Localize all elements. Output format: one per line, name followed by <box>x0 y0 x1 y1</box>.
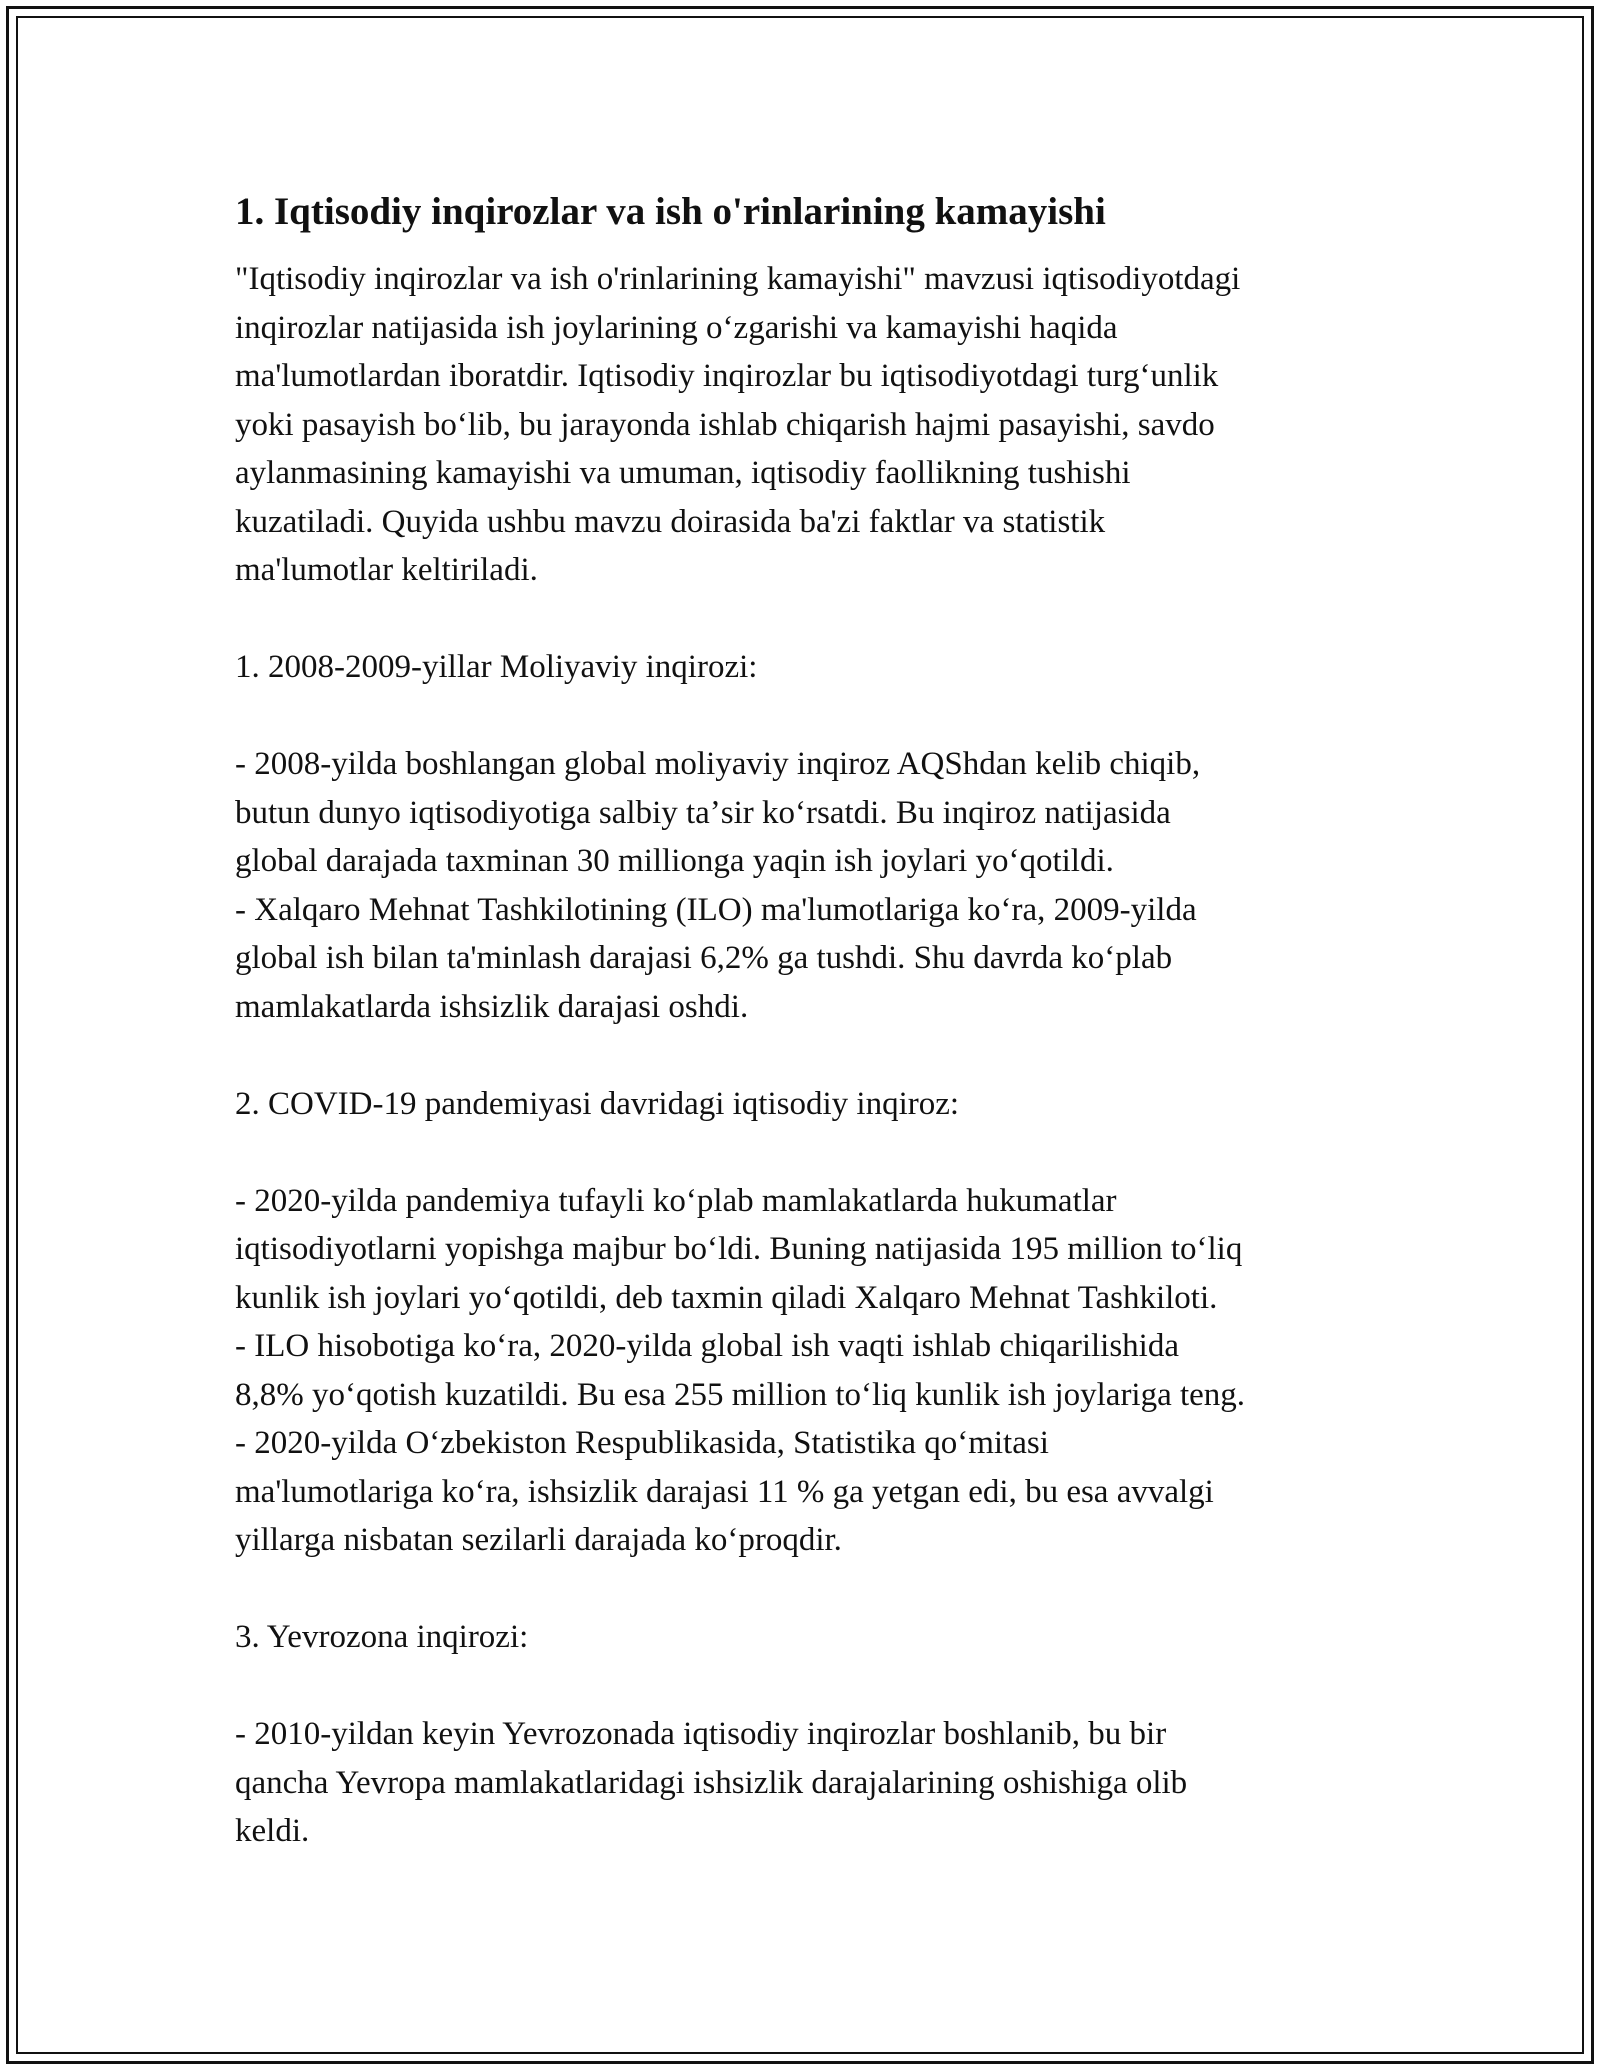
section-line: yillarga nisbatan sezilarli darajada koʻproqdir. <box>235 1522 842 1558</box>
section-line: global darajada taxminan 30 millionga yaqin ish joylari yoʻqotildi. <box>235 843 1114 879</box>
section-line: keldi. <box>235 1813 310 1849</box>
intro-line: ma'lumotlardan iboratdir. Iqtisodiy inqirozlar bu iqtisodiyotdagi turgʻunlik <box>235 358 1219 394</box>
intro-line: yoki pasayish boʻlib, bu jarayonda ishlab chiqarish hajmi pasayishi, savdo <box>235 406 1215 443</box>
section-line: global ish bilan ta'minlash darajasi 6,2% ga tushdi. Shu davrda koʻplab <box>235 940 1173 976</box>
intro-line: inqirozlar natijasida ish joylarining oʻzgarishi va kamayishi haqida <box>235 309 1118 346</box>
section-line: - ILO hisobotiga koʻra, 2020-yilda global ish vaqti ishlab chiqarilishida <box>235 1328 1179 1364</box>
intro-line: "Iqtisodiy inqirozlar va ish o'rinlarining kamayishi" mavzusi iqtisodiyotdagi <box>235 261 1241 297</box>
blank-line <box>235 1565 1385 1614</box>
section-line: kunlik ish joylari yoʻqotildi, deb taxmin qiladi Xalqaro Mehnat Tashkiloti. <box>235 1279 1218 1316</box>
section-line: mamlakatlarda ishsizlik darajasi oshdi. <box>235 988 749 1025</box>
blank-line <box>235 1031 1385 1080</box>
section-line: - 2020-yilda pandemiya tufayli koʻplab mamlakatlarda hukumatlar <box>235 1182 1117 1219</box>
section-eurozone-paragraph <box>235 1710 1385 1856</box>
section-line: - 2010-yildan keyin Yevrozonada iqtisodiy inqirozlar boshlanib, bu bir <box>235 1716 1167 1752</box>
blank-line <box>235 595 1385 644</box>
intro-line: ma'lumotlar keltiriladi. <box>235 552 538 588</box>
section-line: iqtisodiyotlarni yopishga majbur boʻldi. Buning natijasida 195 million toʻliq <box>235 1231 1243 1267</box>
section-heading-2008: 1. 2008-2009-yillar Moliyaviy inqirozi: <box>235 649 758 685</box>
document-body <box>235 185 1385 1856</box>
section-line: ma'lumotlariga koʻra, ishsizlik darajasi 11 % ga yetgan edi, bu esa avvalgi <box>235 1473 1214 1510</box>
section-covid-paragraph <box>235 1177 1385 1565</box>
intro-paragraph <box>235 255 1385 595</box>
section-line: - 2008-yilda boshlangan global moliyaviy inqiroz AQShdan kelib chiqib, <box>235 746 1201 782</box>
blank-line <box>235 1662 1385 1711</box>
section-line: - Xalqaro Mehnat Tashkilotining (ILO) ma'lumotlariga koʻra, 2009-yilda <box>235 891 1197 928</box>
section-line: qancha Yevropa mamlakatlaridagi ishsizlik darajalarining oshishiga olib <box>235 1764 1188 1801</box>
blank-line <box>235 692 1385 741</box>
section-line: 8,8% yoʻqotish kuzatildi. Bu esa 255 million toʻliq kunlik ish joylariga teng. <box>235 1376 1246 1413</box>
document-title: 1. Iqtisodiy inqirozlar va ish o'rinlarining kamayishi <box>235 190 1106 233</box>
section-line: butun dunyo iqtisodiyotiga salbiy taʼsir koʻrsatdi. Bu inqiroz natijasida <box>235 794 1171 831</box>
section-heading-eurozone: 3. Yevrozona inqirozi: <box>235 1619 529 1655</box>
blank-line <box>235 1128 1385 1177</box>
section-heading-covid: 2. COVID-19 pandemiyasi davridagi iqtisodiy inqiroz: <box>235 1085 960 1122</box>
section-line: - 2020-yilda Oʻzbekiston Respublikasida, Statistika qoʻmitasi <box>235 1425 1049 1461</box>
intro-line: kuzatiladi. Quyida ushbu mavzu doirasida ba'zi faktlar va statistik <box>235 503 1106 540</box>
section-2008-paragraph <box>235 740 1385 1031</box>
intro-line: aylanmasining kamayishi va umuman, iqtisodiy faollikning tushishi <box>235 455 1131 491</box>
